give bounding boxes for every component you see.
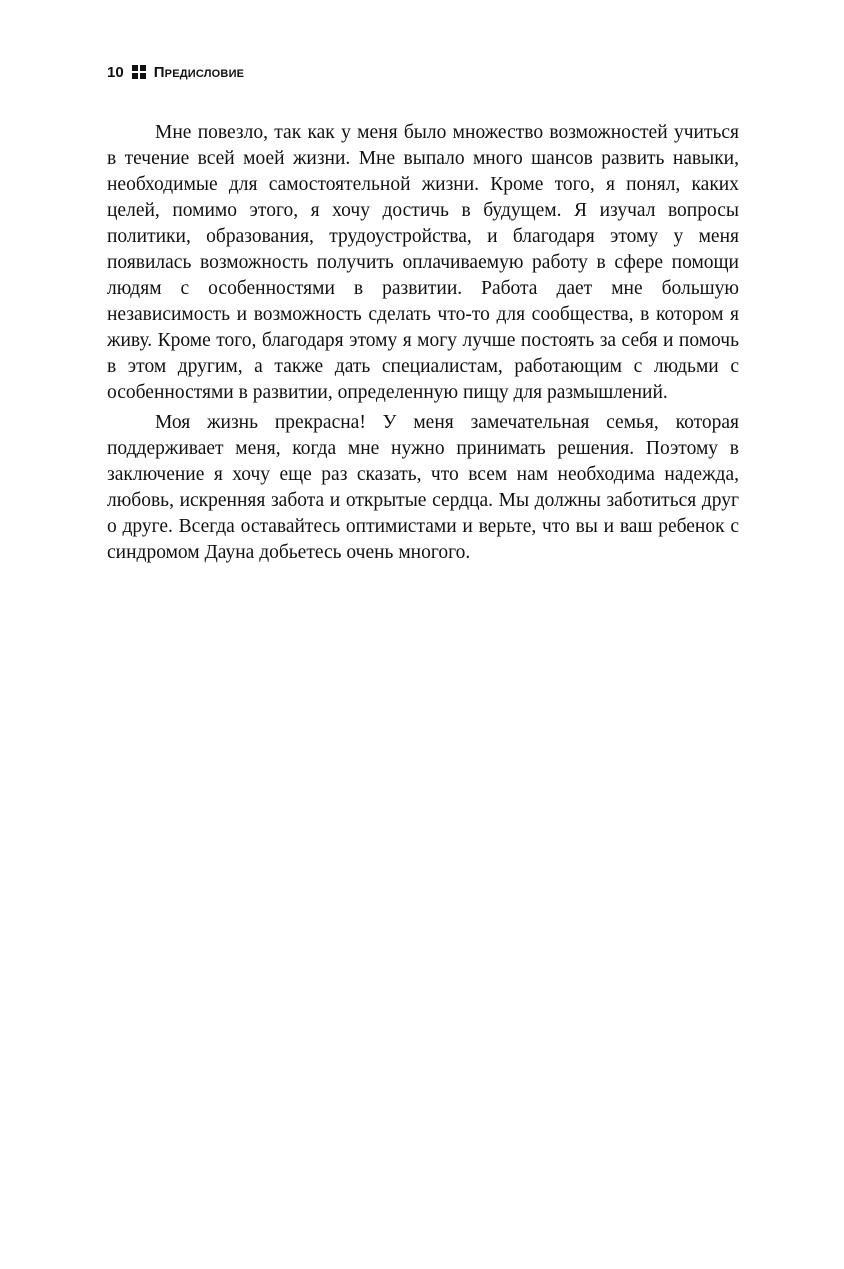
square-ornament-icon — [132, 65, 146, 79]
page-number: 10 — [107, 63, 124, 81]
paragraph: Моя жизнь прекрасна! У меня замечательная семья, которая поддерживает меня, когда мне нужно принимать решения. Поэтому в заключение я хочу еще раз сказать, что всем нам необходима надежда, любовь, искренняя забота и открытые сердца. Мы должны заботиться друг о друге. Всегда оставайтесь оптимистами и верьте, что вы и ваш ребенок с синдромом Дауна добьетесь очень многого. — [107, 412, 739, 563]
running-head — [107, 60, 244, 84]
section-title: Предисловие — [153, 63, 245, 81]
paragraph: Мне повезло, так как у меня было множество возможностей учиться в течение всей моей жизни. Мне выпало много шансов развить навыки, необходимые для самостоятельной жизни. Кроме того, я понял, каких целей, помимо этого, я хочу достичь в будущем. Я изучал вопросы политики, образования, трудоустройства, и благодаря этому у меня появилась возможность получить оплачиваемую работу в сфере помощи людям с особенностями в развитии. Работа дает мне большую независимость и возможность сделать что-то для сообщества, в котором я живу. Кроме того, благодаря этому я могу лучше постоять за себя и помочь в этом другим, а также дать специалистам, работающим с людьми с особенностями в развитии, определенную пищу для размышлений. — [107, 122, 739, 403]
body-text — [107, 120, 739, 566]
